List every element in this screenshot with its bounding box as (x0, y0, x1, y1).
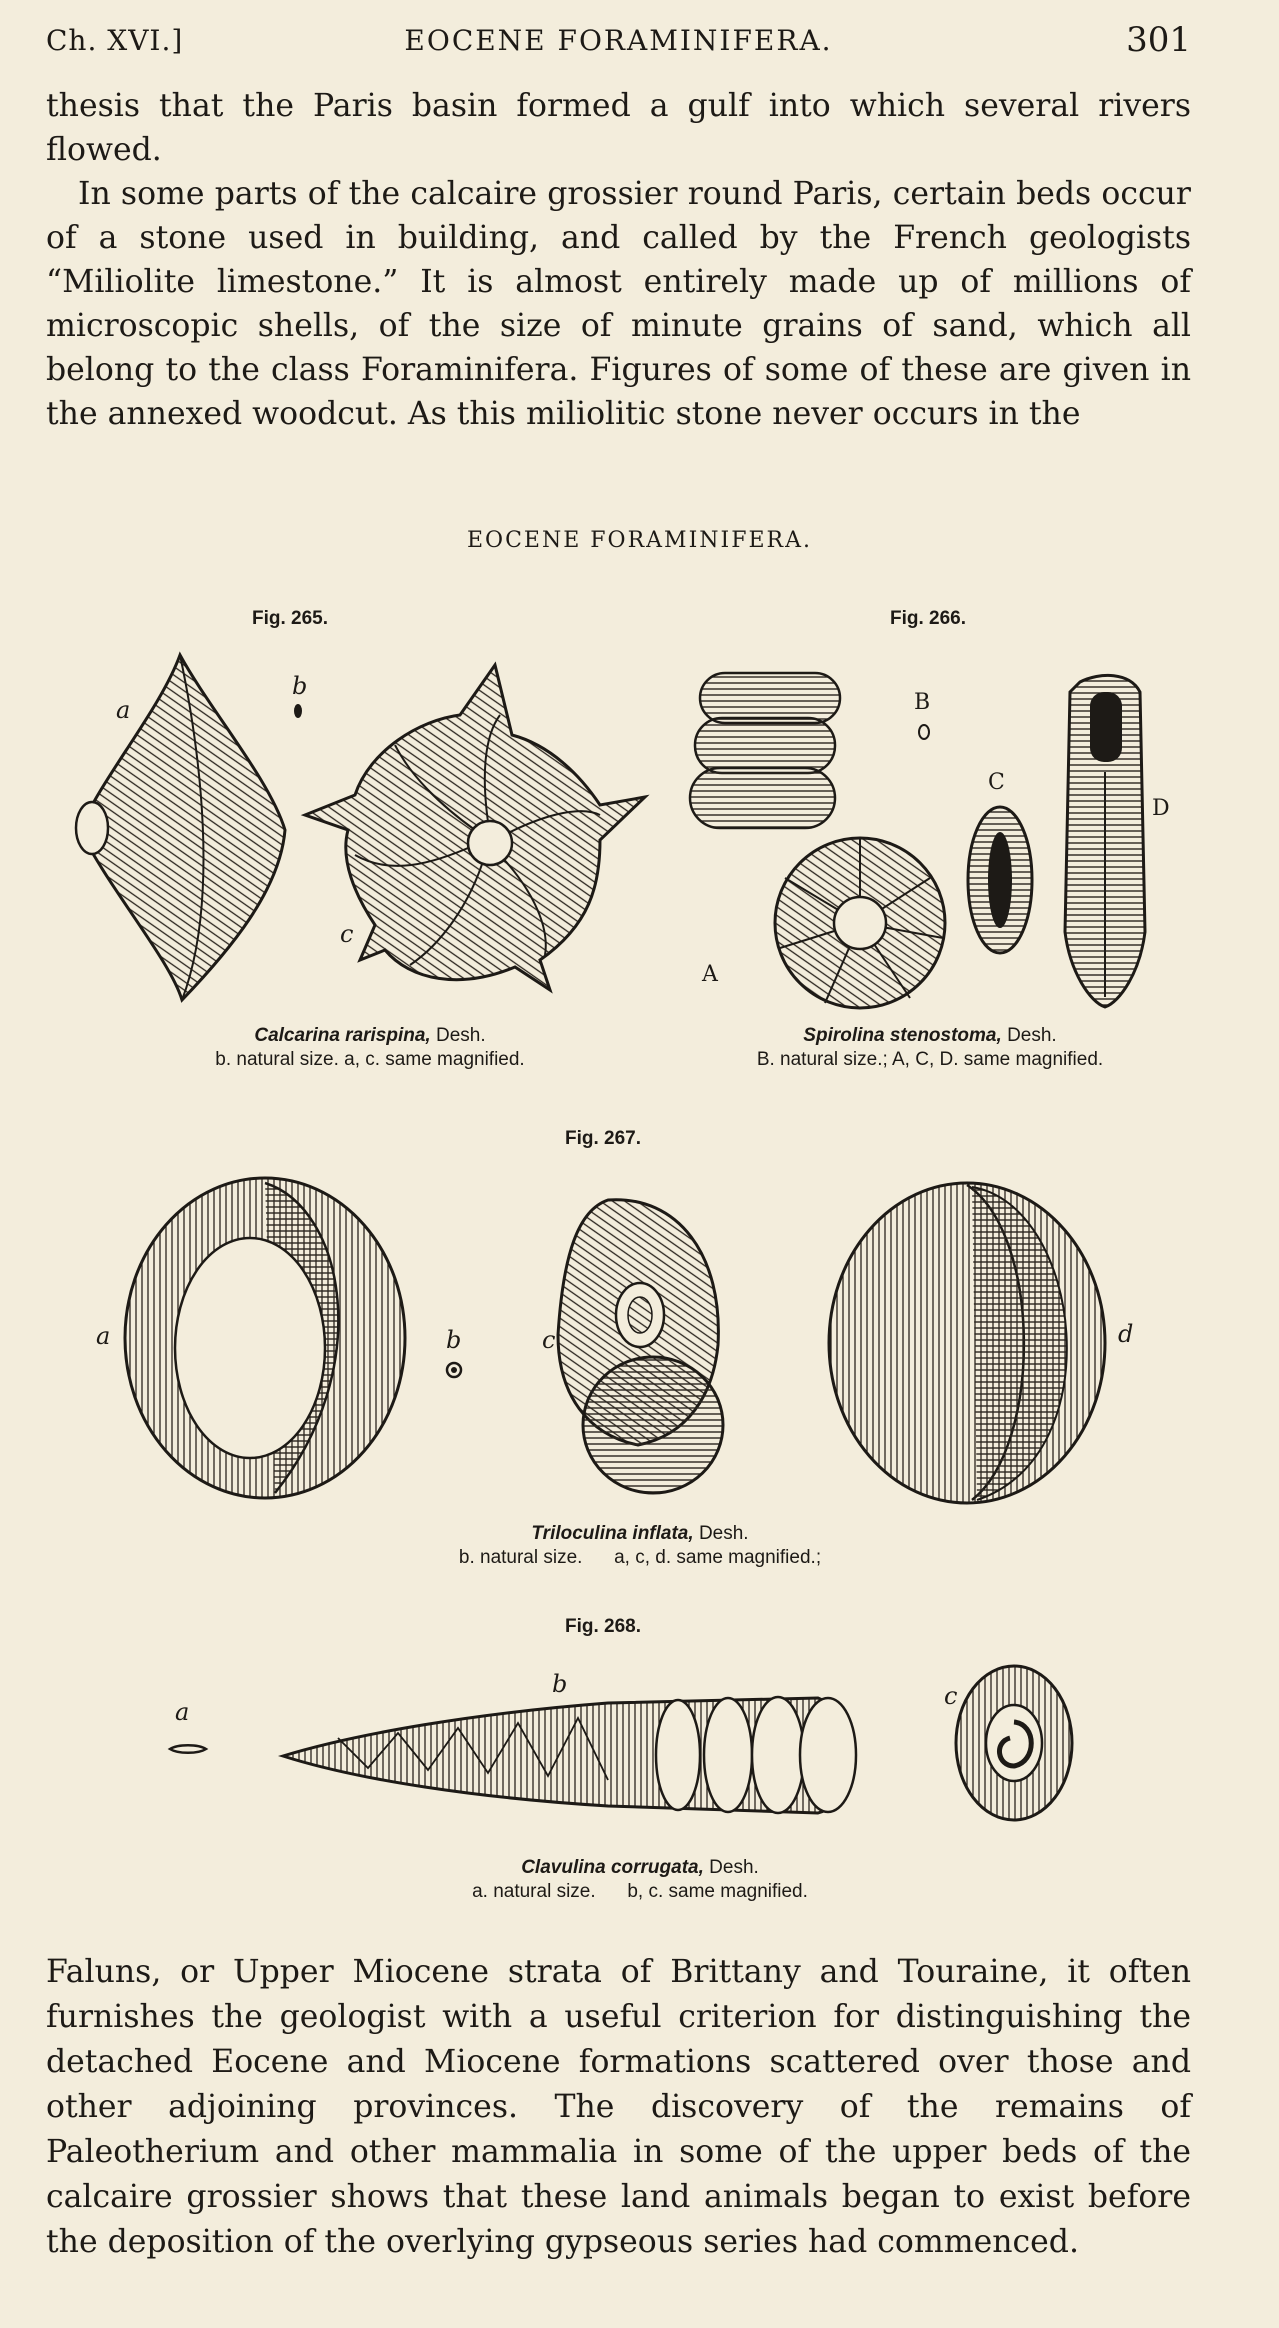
paragraph-text: In some parts of the calcaire grossier round Paris, certain beds occur of a stone used in building, and called by the French geologists “Miliolite limestone.” It is almost entirely made up of millions of microscopic shells, of the size of minute grains of sand, which all belong to the class Foraminifera. Figures of some of these are given in the annexed woodcut. As this miliolitic stone never occurs in the (46, 176, 1191, 432)
paragraph-text: thesis that the Paris basin formed a gulf into which several rivers flowed. (46, 88, 1191, 168)
fig-265-specimen-a (70, 650, 290, 1010)
fig-267-author: Desh. (698, 1523, 749, 1544)
fig-267-letter-d: d (1118, 1320, 1134, 1348)
fig-268-caption (330, 1856, 950, 1904)
fig-268-specimen-c (952, 1662, 1077, 1824)
fig-268-specimen-a (168, 1742, 208, 1756)
fig-267-sizes: b. natural size. a, c, d. same magnified.; (458, 1547, 822, 1568)
fig-267-species: Triloculina inflata, (531, 1523, 694, 1544)
fig-265-caption (90, 1024, 650, 1072)
page-number: 301 (1126, 20, 1191, 60)
fig-268-letter-b: b (552, 1670, 568, 1698)
fig-266-letter-D: D (1152, 796, 1170, 821)
fig-268-author: Desh. (709, 1857, 759, 1878)
fig-268-sizes: a. natural size. b, c. same magnified. (472, 1881, 808, 1902)
fig-267-specimen-d (822, 1175, 1112, 1510)
fig-265-letter-a: a (116, 696, 131, 724)
fig-265-specimen-c (300, 655, 650, 1000)
running-header (46, 20, 1191, 60)
fig-265-species: Calcarina rarispina, (254, 1025, 431, 1046)
paragraph-continued (46, 84, 1191, 172)
fig-267-caption (320, 1522, 960, 1570)
fig-267-label: Fig. 267. (565, 1128, 642, 1149)
fig-266-specimen-B (917, 722, 931, 742)
fig-266-letter-B: B (914, 690, 931, 715)
woodcut-heading: EOCENE FORAMINIFERA. (467, 528, 812, 553)
fig-268-letter-a: a (175, 1698, 190, 1726)
fig-267-specimen-a (115, 1168, 415, 1508)
fig-266-specimen-D (1060, 672, 1150, 1012)
fig-265-sizes: b. natural size. a, c. same magnified. (215, 1049, 525, 1070)
fig-265-label: Fig. 265. (252, 608, 329, 629)
paragraph-text: Faluns, or Upper Miocene strata of Brittany and Touraine, it often furnishes the geologist with a useful criterion for distinguishing the detached Eocene and Miocene formations scattered over those and other adjoining provinces. The discovery of the remains of Paleotherium and other mammalia in some of the upper beds of the calcaire grossier shows that these land animals began to exist before the deposition of the overlying gypseous series had commenced. (46, 1954, 1191, 2260)
fig-266-species: Spirolina stenostoma, (803, 1025, 1002, 1046)
fig-266-sizes: B. natural size.; A, C, D. same magnified. (756, 1049, 1104, 1070)
fig-266-letter-A: A (702, 962, 718, 987)
fig-267-letter-c: c (542, 1326, 556, 1354)
paragraph-faluns (46, 1950, 1191, 2265)
fig-267-letter-b: b (446, 1326, 462, 1354)
fig-266-specimen-C (965, 803, 1035, 958)
fig-268-letter-c: c (944, 1682, 958, 1710)
fig-268-species: Clavulina corrugata, (521, 1857, 704, 1878)
fig-266-specimen-A (685, 668, 945, 1018)
fig-266-label: Fig. 266. (890, 608, 967, 629)
fig-265-author: Desh. (436, 1025, 486, 1046)
fig-265-letter-c: c (340, 920, 354, 948)
fig-267-specimen-b (444, 1360, 464, 1380)
fig-266-letter-C: C (988, 770, 1005, 795)
fig-266-caption (650, 1024, 1210, 1072)
fig-267-specimen-c (548, 1195, 728, 1500)
running-title: EOCENE FORAMINIFERA. (404, 24, 833, 57)
fig-265-letter-b: b (292, 672, 308, 700)
paragraph-miliolite (46, 172, 1191, 436)
chapter-label: Ch. XVI.] (46, 24, 184, 57)
fig-266-author: Desh. (1007, 1025, 1057, 1046)
fig-268-specimen-b (278, 1688, 868, 1823)
fig-268-label: Fig. 268. (565, 1616, 642, 1637)
fig-267-letter-a: a (96, 1322, 111, 1350)
